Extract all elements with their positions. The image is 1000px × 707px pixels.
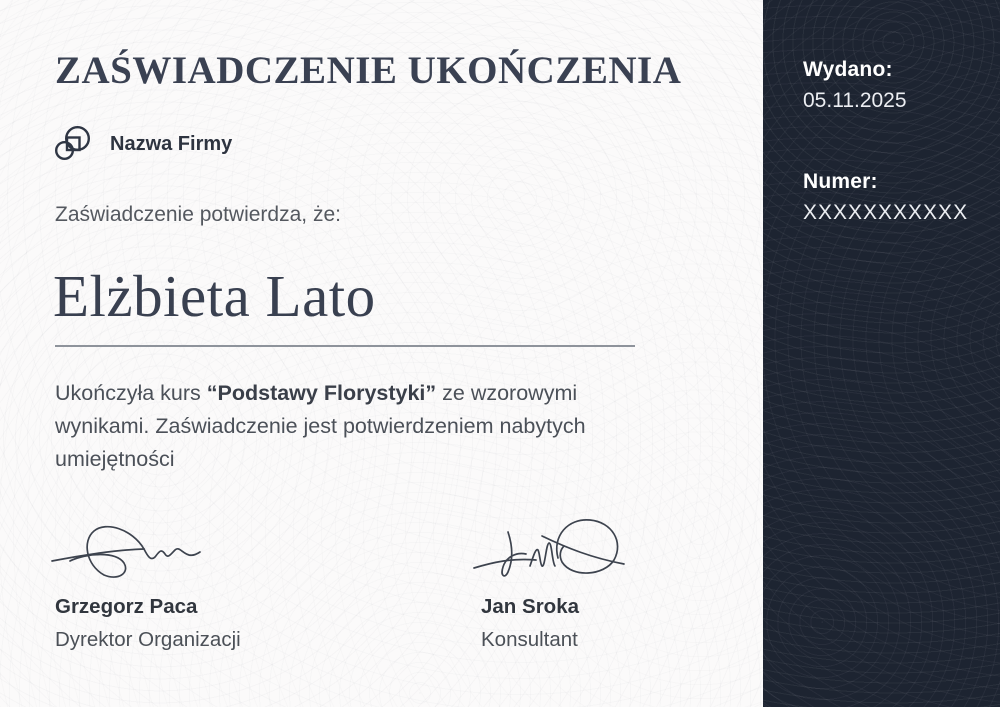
description-text	[55, 377, 620, 476]
recipient-name: Elżbieta Lato	[53, 263, 376, 329]
number-label: Numer:	[803, 170, 878, 193]
signatory-2-name: Jan Sroka	[481, 595, 579, 618]
signature-consultant-icon	[472, 510, 627, 595]
certificate-title: ZAŚWIADCZENIE UKOŃCZENIA	[55, 49, 682, 92]
issued-date: 05.11.2025	[803, 89, 907, 112]
company-brand	[53, 124, 232, 164]
issued-field	[803, 58, 907, 113]
signatory-1-name: Grzegorz Paca	[55, 595, 198, 618]
number-field	[803, 170, 968, 225]
course-name: “Podstawy Florystyki”	[206, 381, 437, 405]
description-suffix: ze wzorowymi wynikami. Zaświadczenie jest potwierdzeniem nabytych umiejętności	[55, 381, 586, 471]
name-underline	[55, 345, 635, 347]
company-name: Nazwa Firmy	[110, 132, 233, 155]
intro-text: Zaświadczenie potwierdza, że:	[55, 203, 341, 226]
signature-director-icon	[48, 517, 208, 589]
issued-label: Wydano:	[803, 58, 893, 81]
signatory-2-role: Konsultant	[481, 628, 578, 651]
number-value: XXXXXXXXXXX	[803, 201, 969, 224]
signatory-1-role: Dyrektor Organizacji	[55, 628, 241, 651]
description-prefix: Ukończyła kurs	[55, 381, 201, 405]
overlapping-shapes-logo-icon	[53, 124, 93, 164]
issue-info-panel	[763, 0, 1000, 707]
